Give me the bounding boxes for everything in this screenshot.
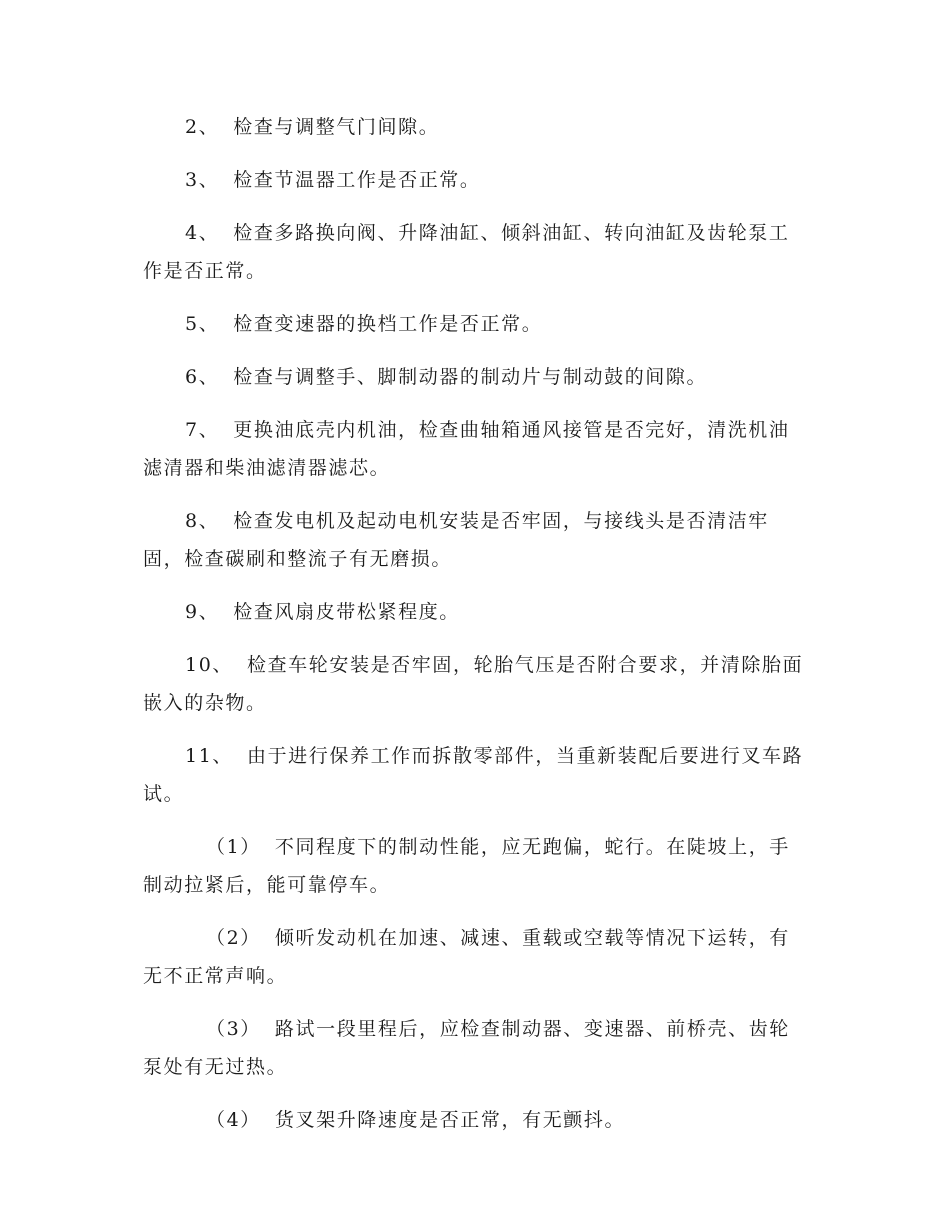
item-text: 检查节温器工作是否正常。 (233, 169, 481, 191)
item-number: 2、 (185, 116, 220, 138)
sub-item-3 (143, 1010, 808, 1086)
item-text: 检查车轮安装是否牢固，轮胎气压是否附合要求，并清除胎面嵌入的杂物。 (143, 654, 804, 714)
list-item-4 (143, 214, 808, 290)
item-number: 4、 (185, 222, 220, 244)
item-text: 检查发电机及起动电机安装是否牢固，与接线头是否清洁牢固，检查碳刷和整流子有无磨损。 (143, 510, 769, 570)
item-text: 检查变速器的换档工作是否正常。 (233, 313, 543, 335)
maintenance-checklist (143, 108, 808, 1154)
item-number: 6、 (185, 366, 220, 388)
list-item-11 (143, 737, 808, 813)
list-item-7 (143, 411, 808, 487)
item-text: 检查多路换向阀、升降油缸、倾斜油缸、转向油缸及齿轮泵工作是否正常。 (143, 222, 790, 282)
sub-item-1 (143, 828, 808, 904)
sub-item-2 (143, 919, 808, 995)
item-text: 由于进行保养工作而拆散零部件，当重新装配后要进行叉车路试。 (143, 745, 804, 805)
sub-item-text: 货叉架升降速度是否正常，有无颤抖。 (274, 1109, 626, 1131)
list-item-2 (143, 108, 808, 146)
list-item-3 (143, 161, 808, 199)
list-item-10 (143, 646, 808, 722)
item-number: 5、 (185, 313, 220, 335)
sub-item-number: （1） (206, 836, 261, 858)
list-item-9 (143, 593, 808, 631)
sub-item-text: 倾听发动机在加速、减速、重载或空载等情况下运转，有无不正常声响。 (143, 927, 790, 987)
item-number: 7、 (185, 419, 220, 441)
list-item-5 (143, 305, 808, 343)
item-text: 检查风扇皮带松紧程度。 (233, 601, 460, 623)
item-number: 9、 (185, 601, 220, 623)
list-item-6 (143, 358, 808, 396)
sub-item-text: 不同程度下的制动性能，应无跑偏，蛇行。在陡坡上，手制动拉紧后，能可靠停车。 (143, 836, 790, 896)
item-text: 检查与调整手、脚制动器的制动片与制动鼓的间隙。 (233, 366, 708, 388)
item-number: 11、 (185, 745, 233, 767)
sub-item-number: （3） (206, 1018, 261, 1040)
sub-item-number: （2） (206, 927, 261, 949)
sub-item-4 (143, 1101, 808, 1139)
item-text: 检查与调整气门间隙。 (233, 116, 440, 138)
item-number: 10、 (185, 654, 233, 676)
sub-item-text: 路试一段里程后，应检查制动器、变速器、前桥壳、齿轮泵处有无过热。 (143, 1018, 790, 1078)
item-number: 8、 (185, 510, 220, 532)
list-item-8 (143, 502, 808, 578)
item-number: 3、 (185, 169, 220, 191)
item-text: 更换油底壳内机油，检查曲轴箱通风接管是否完好，清洗机油滤清器和柴油滤清器滤芯。 (143, 419, 790, 479)
sub-item-number: （4） (206, 1109, 261, 1131)
